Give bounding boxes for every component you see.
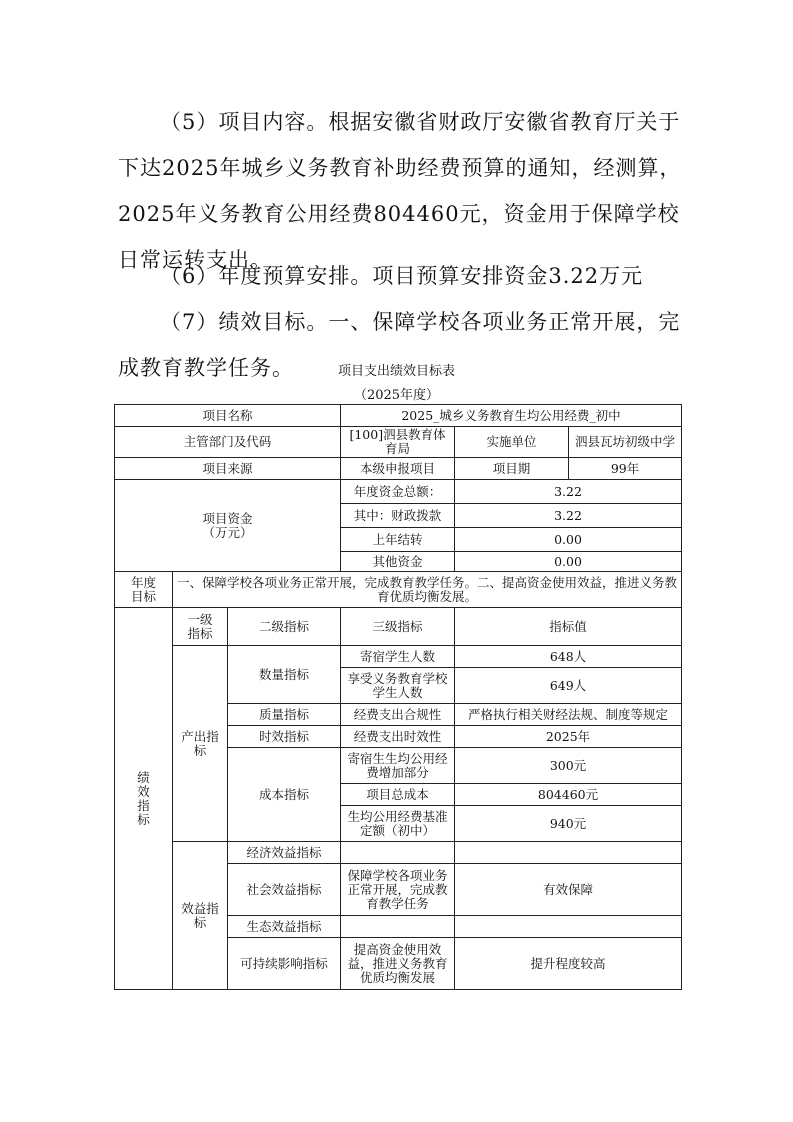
label-ecological-benefit: 生态效益指标 [228, 916, 341, 938]
value-department: [100]泗县教育体育局 [341, 427, 455, 458]
funds-value-carryover: 0.00 [455, 528, 682, 552]
funds-label-fiscal: 其中：财政拨款 [341, 504, 455, 528]
value-total-cost: 804460元 [455, 784, 682, 806]
paragraph-performance-goal: （7）绩效目标。一、保障学校各项业务正常开展，完成教育教学任务。 [118, 310, 681, 380]
indicator-boarding-students: 寄宿学生人数 [341, 646, 455, 668]
paragraph-budget-arrangement: （6）年度预算安排。项目预算安排资金3.22万元 [160, 264, 644, 288]
indicator-boarding-increase: 寄宿生生均公用经费增加部分 [341, 748, 455, 784]
label-quality-indicator: 质量指标 [228, 704, 341, 726]
value-social: 有效保障 [455, 864, 682, 916]
value-compulsory-students: 649人 [455, 668, 682, 704]
value-sustainable: 提升程度较高 [455, 938, 682, 990]
value-boarding-increase: 300元 [455, 748, 682, 784]
label-output-indicators: 产出指 标 [173, 646, 228, 842]
label-implementing-unit: 实施单位 [455, 427, 569, 458]
value-implementing-unit: 泗县瓦坊初级中学 [569, 427, 682, 458]
indicator-sustainable: 提高资金使用效益，推进义务教育优质均衡发展 [341, 938, 455, 990]
performance-target-table [114, 404, 682, 990]
value-project-period: 99年 [569, 458, 682, 480]
value-project-name: 2025_城乡义务教育生均公用经费_初中 [341, 405, 682, 427]
label-quantity-indicator: 数量指标 [228, 646, 341, 704]
label-social-benefit: 社会效益指标 [228, 864, 341, 916]
label-economic-benefit: 经济效益指标 [228, 842, 341, 864]
value-project-source: 本级申报项目 [341, 458, 455, 480]
label-timeliness-indicator: 时效指标 [228, 726, 341, 748]
value-ecological-empty [455, 916, 682, 938]
label-benefit-indicators: 效益指 标 [173, 842, 228, 990]
value-boarding-students: 648人 [455, 646, 682, 668]
header-level3: 三级指标 [341, 608, 455, 646]
header-level1: 一级 指标 [173, 608, 228, 646]
funds-label-other: 其他资金 [341, 552, 455, 572]
label-cost-indicator: 成本指标 [228, 748, 341, 842]
header-value: 指标值 [455, 608, 682, 646]
label-annual-goal: 年度 目标 [115, 572, 173, 608]
table-year: （2025年度） [353, 388, 440, 403]
value-timeliness: 2025年 [455, 726, 682, 748]
funds-value-total: 3.22 [455, 480, 682, 504]
indicator-economic-empty [341, 842, 455, 864]
indicator-social: 保障学校各项业务正常开展，完成教育教学任务 [341, 864, 455, 916]
indicator-timeliness: 经费支出时效性 [341, 726, 455, 748]
indicator-compulsory-students: 享受义务教育学校学生人数 [341, 668, 455, 704]
paragraph-project-content: （5）项目内容。根据安徽省财政厅安徽省教育厅关于下达2025年城乡义务教育补助经费预算的通知，经测算，2025年义务教育公用经费804460元，资金用于保障学校日常运转支出。 [118, 110, 682, 272]
indicator-total-cost: 项目总成本 [341, 784, 455, 806]
value-base-quota: 940元 [455, 806, 682, 842]
header-level2: 二级指标 [228, 608, 341, 646]
label-project-funds: 项目资金 （万元） [115, 480, 341, 572]
indicator-base-quota: 生均公用经费基准定额（初中） [341, 806, 455, 842]
funds-label-carryover: 上年结转 [341, 528, 455, 552]
label-project-period: 项目期 [455, 458, 569, 480]
label-performance-indicators: 绩 效 指 标 [115, 608, 173, 990]
funds-value-other: 0.00 [455, 552, 682, 572]
label-project-source: 项目来源 [115, 458, 341, 480]
label-sustainable-impact: 可持续影响指标 [228, 938, 341, 990]
indicator-compliance: 经费支出合规性 [341, 704, 455, 726]
value-economic-empty [455, 842, 682, 864]
label-department: 主管部门及代码 [115, 427, 341, 458]
indicator-ecological-empty [341, 916, 455, 938]
label-project-name: 项目名称 [115, 405, 341, 427]
value-annual-goal: 一、保障学校各项业务正常开展，完成教育教学任务。二、提高资金使用效益，推进义务教育优质均衡发展。 [173, 572, 682, 608]
funds-value-fiscal: 3.22 [455, 504, 682, 528]
value-compliance: 严格执行相关财经法规、制度等规定 [455, 704, 682, 726]
funds-label-total: 年度资金总额： [341, 480, 455, 504]
table-title: 项目支出绩效目标表 [337, 364, 455, 379]
